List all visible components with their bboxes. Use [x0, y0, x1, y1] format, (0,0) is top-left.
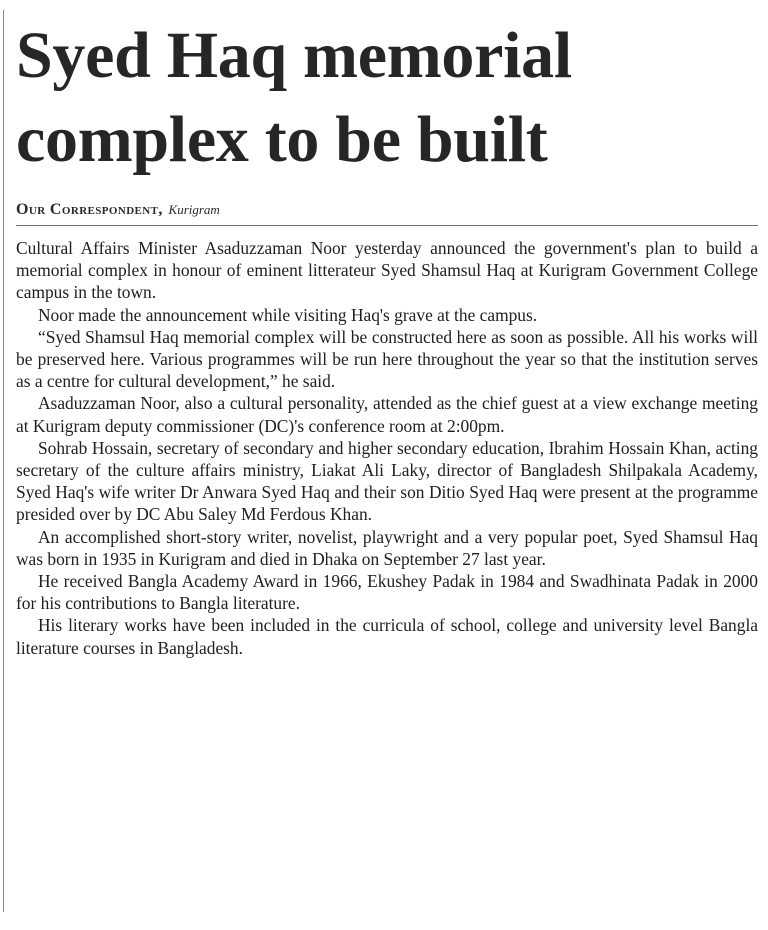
news-article — [16, 14, 758, 659]
byline-location: Kurigram — [168, 202, 220, 217]
paragraph: Asaduzzaman Noor, also a cultural personality, attended as the chief guest at a view exchange meeting at Kurigram deputy commissioner (DC)'s conference room at 2:00pm. — [16, 393, 758, 436]
byline-author: Our Correspondent, — [16, 201, 163, 218]
column-rule — [3, 10, 4, 912]
article-body — [16, 237, 758, 659]
headline — [16, 14, 758, 182]
byline-divider — [16, 225, 758, 226]
paragraph: Noor made the announcement while visiting Haq's grave at the campus. — [38, 304, 538, 325]
paragraph: Cultural Affairs Minister Asaduzzaman Noor yesterday announced the government's plan to build a memorial complex in honour of eminent litterateur Syed Shamsul Haq at Kurigram Government College campus in the town. — [16, 238, 758, 303]
headline-line-1: Syed Haq memorial — [16, 19, 572, 92]
paragraph: Sohrab Hossain, secretary of secondary and higher secondary education, Ibrahim Hossain Khan, acting secretary of the culture affairs ministry, Liakat Ali Laky, director of Bangladesh Shilpakala Academy, Syed Haq's wife writer Dr Anwara Syed Haq and their son Ditio Syed Haq were present at the programme presided over by DC Abu Saley Md Ferdous Khan. — [16, 437, 758, 525]
paragraph: An accomplished short-story writer, novelist, playwright and a very popular poet, Syed Shamsul Haq was born in 1935 in Kurigram and died in Dhaka on September 27 last year. — [16, 526, 758, 569]
paragraph: “Syed Shamsul Haq memorial complex will be constructed here as soon as possible. All his works will be preserved here. Various programmes will be run here throughout the year so that the institution serves as a centre for cultural development,” he said. — [16, 326, 758, 392]
paragraph: His literary works have been included in the curricula of school, college and university level Bangla literature courses in Bangladesh. — [16, 615, 758, 658]
headline-line-2: complex to be built — [16, 103, 548, 176]
paragraph: He received Bangla Academy Award in 1966, Ekushey Padak in 1984 and Swadhinata Padak in 2000 for his contributions to Bangla literature. — [16, 571, 758, 614]
byline — [16, 201, 758, 219]
